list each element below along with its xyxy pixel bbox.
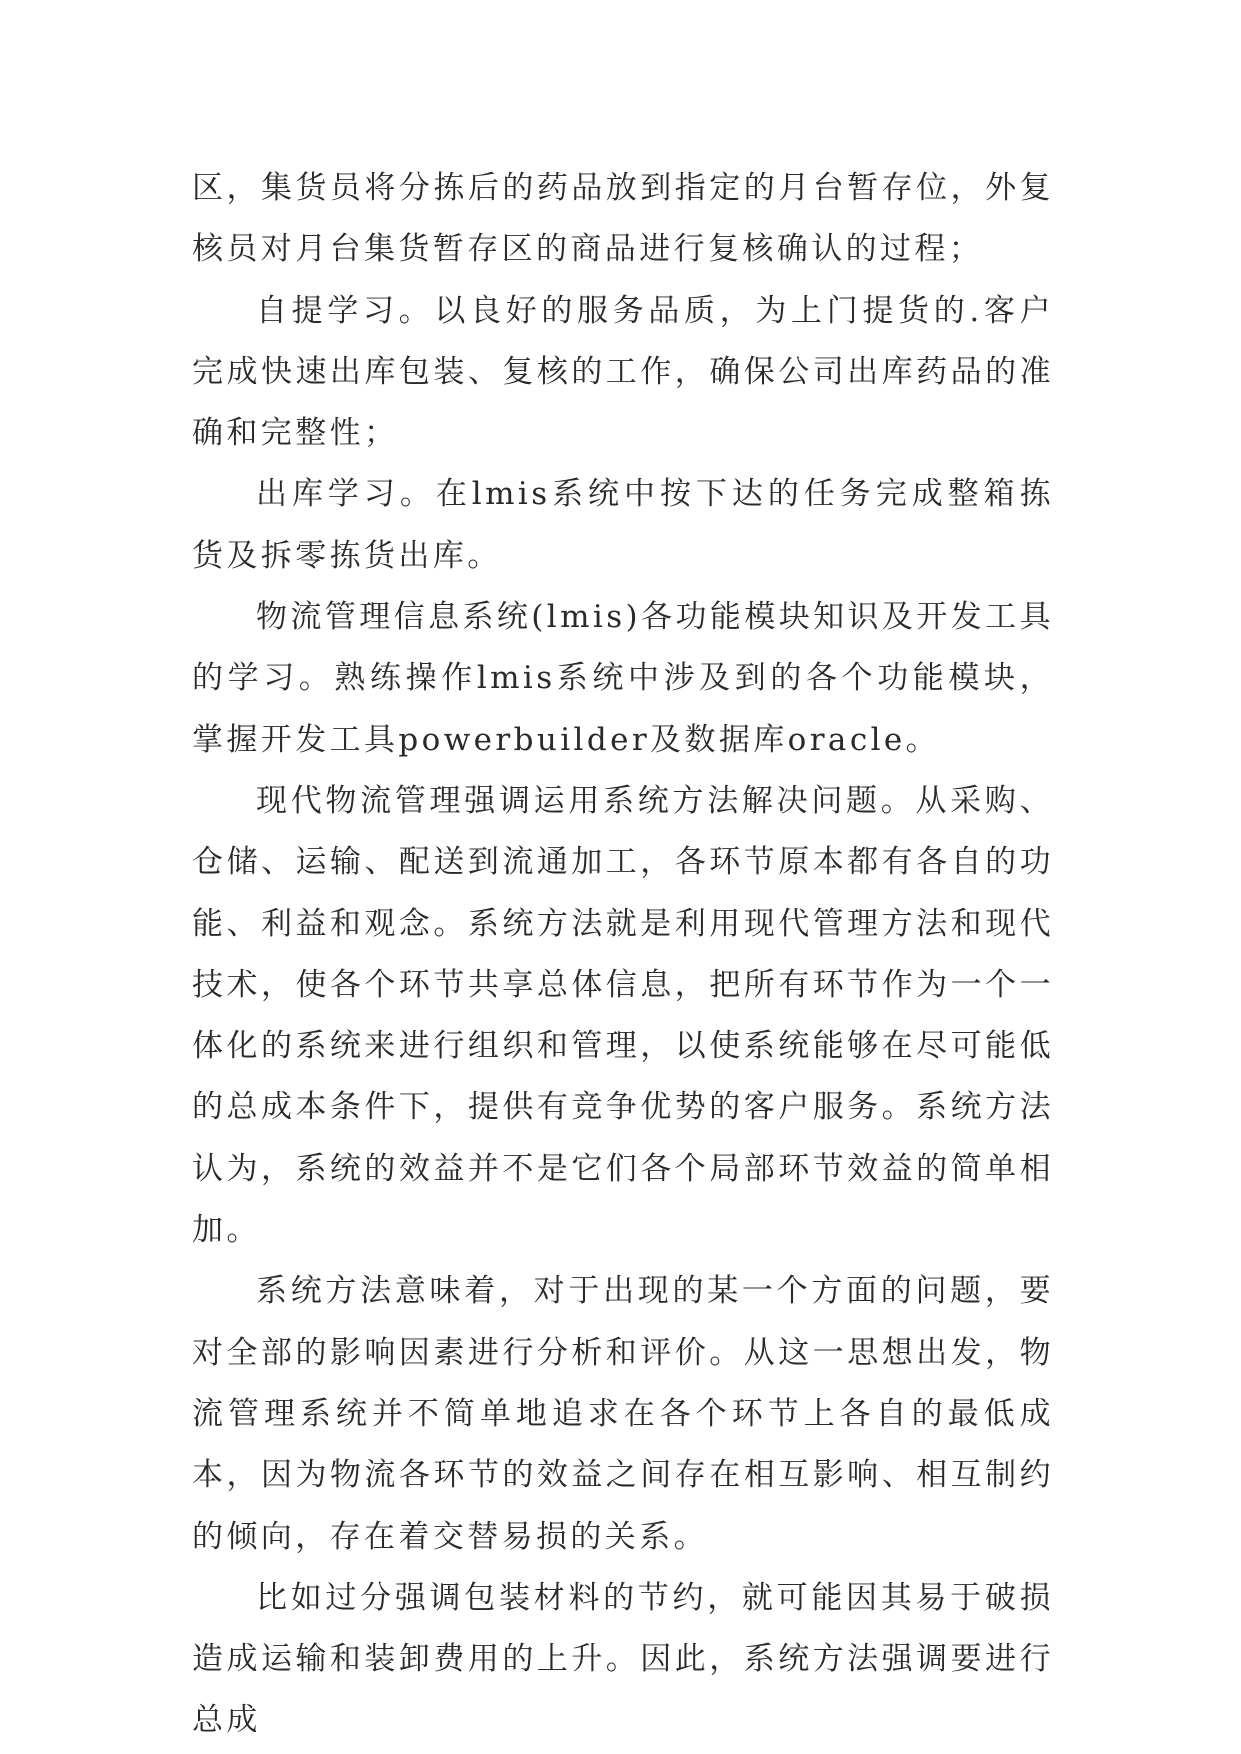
document-body <box>192 158 1054 1752</box>
paragraph-self-pickup: 自提学习。以良好的服务品质，为上门提货的.客户完成快速出库包装、复核的工作，确保公司出库药品的准确和完整性； <box>192 292 1054 452</box>
paragraph-packaging-example: 比如过分强调包装材料的节约，就可能因其易于破损造成运输和装卸费用的上升。因此，系统方法强调要进行总成 <box>192 1579 1054 1739</box>
paragraph-continuation: 区，集货员将分拣后的药品放到指定的月台暂存位，外复核员对月台集货暂存区的商品进行复核确认的过程； <box>192 170 1054 268</box>
paragraph-system-implications: 系统方法意味着，对于出现的某一个方面的问题，要对全部的影响因素进行分析和评价。从这一思想出发，物流管理系统并不简单地追求在各个环节上各自的最低成本，因为物流各环节的效益之间存在相互影响、相互制约的倾向，存在着交替易损的关系。 <box>192 1273 1054 1555</box>
paragraph-system-method: 现代物流管理强调运用系统方法解决问题。从采购、仓储、运输、配送到流通加工，各环节原本都有各自的功能、利益和观念。系统方法就是利用现代管理方法和现代技术，使各个环节共享总体信息，把所有环节作为一个一体化的系统来进行组织和管理，以使系统能够在尽可能低的总成本条件下，提供有竞争优势的客户服务。系统方法认为，系统的效益并不是它们各个局部环节效益的简单相加。 <box>192 782 1054 1249</box>
paragraph-outbound: 出库学习。在lmis系统中按下达的任务完成整箱拣货及拆零拣货出库。 <box>192 476 1054 574</box>
paragraph-lmis-modules: 物流管理信息系统(lmis)各功能模块知识及开发工具的学习。熟练操作lmis系统中涉及到的各个功能模块，掌握开发工具powerbuilder及数据库oracle。 <box>192 599 1054 758</box>
